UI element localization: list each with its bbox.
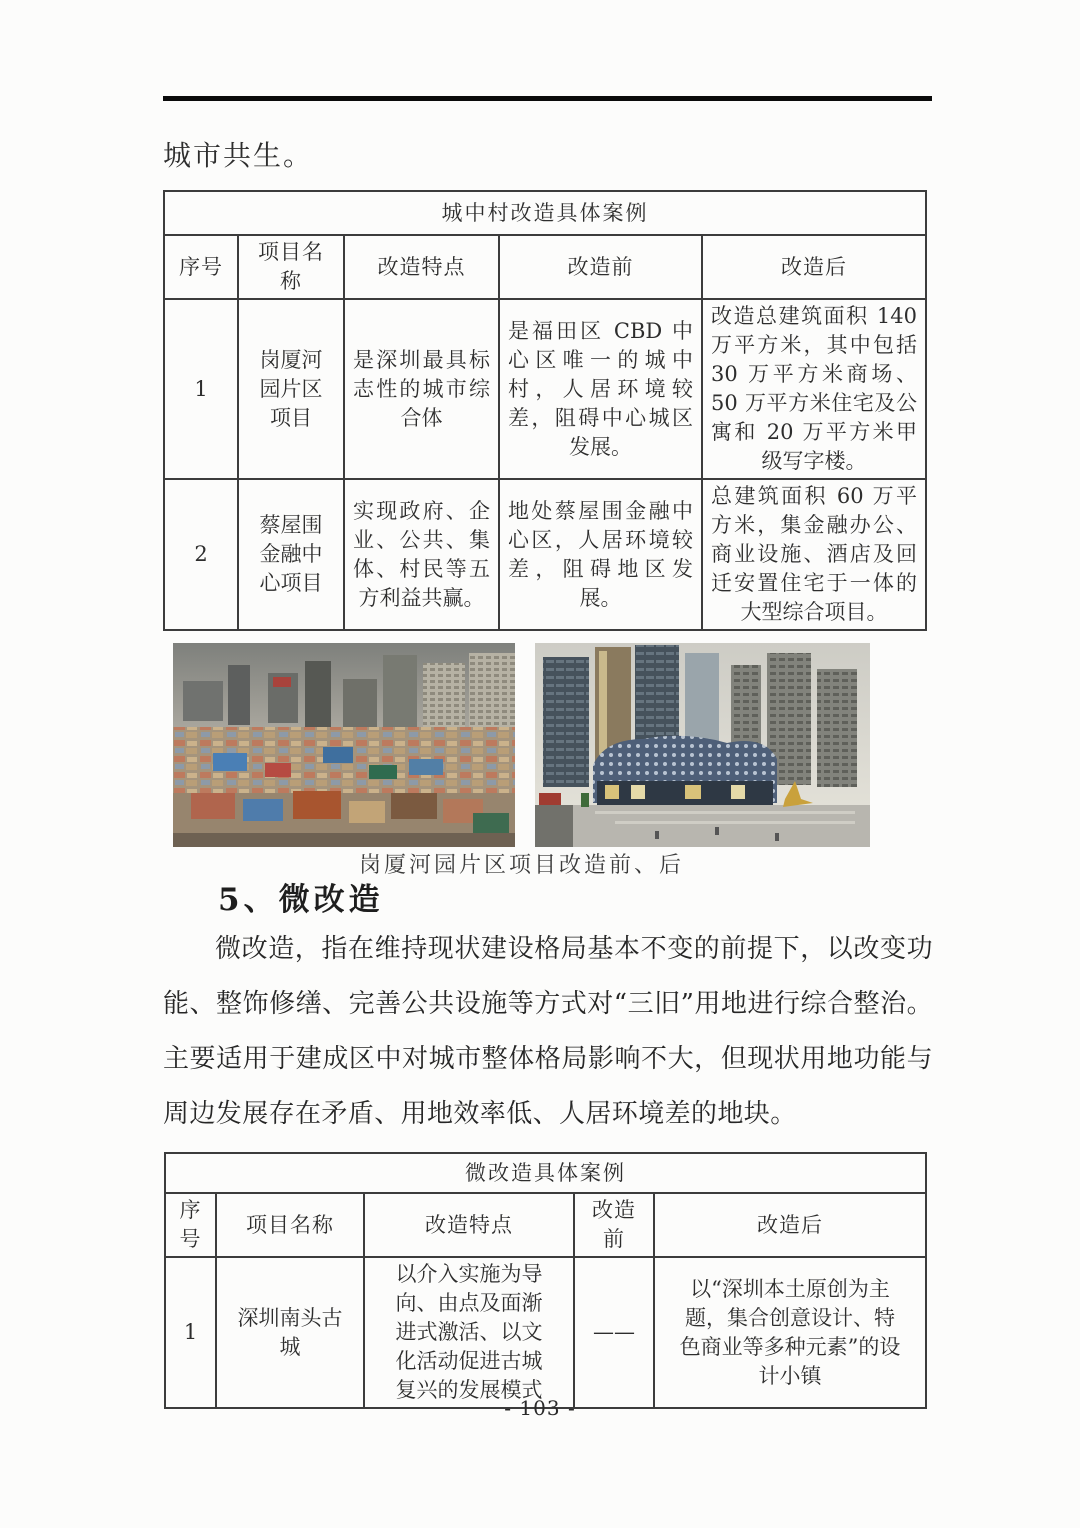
- col-header-seq: 序号: [164, 235, 238, 299]
- col-header-before: 改造前: [574, 1193, 654, 1257]
- table-title-row: [164, 191, 926, 235]
- col-header-before: 改造前: [499, 235, 702, 299]
- table-title-row: [165, 1153, 926, 1193]
- cell-name: 岗厦河园片区项目: [238, 299, 344, 479]
- cell-feature: 是深圳最具标志性的城市综合体: [344, 299, 499, 479]
- header-rule: [163, 96, 932, 101]
- cell-seq: 1: [165, 1257, 216, 1408]
- table-row: [164, 479, 926, 630]
- col-header-feature: 改造特点: [364, 1193, 574, 1257]
- urban-village-cases-table: [163, 190, 927, 631]
- cell-before: ——: [574, 1257, 654, 1408]
- cell-feature: 以介入实施为导向、由点及面渐进式激活、以文化活动促进古城复兴的发展模式: [364, 1257, 574, 1408]
- cell-name: 蔡屋围金融中心项目: [238, 479, 344, 630]
- section-heading: 5、微改造: [218, 882, 384, 918]
- before-photo-urban-village: [173, 643, 515, 847]
- after-photo-modern-complex: [535, 643, 870, 847]
- cell-seq: 2: [164, 479, 238, 630]
- col-header-name: 项目名称: [238, 235, 344, 299]
- cell-feature: 实现政府、企业、公共、集体、村民等五方利益共赢。: [344, 479, 499, 630]
- col-header-after: 改造后: [702, 235, 926, 299]
- table2-title: 微改造具体案例: [165, 1153, 926, 1193]
- table-row: [164, 299, 926, 479]
- micro-renewal-cases-table: [164, 1152, 927, 1409]
- cell-after: 以“深圳本土原创为主题，集合创意设计、特色商业等多种元素”的设计小镇: [654, 1257, 926, 1408]
- cell-after: 改造总建筑面积 140 万平方米，其中包括 30 万平方米商场、50 万平方米住宅及公寓和 20 万平方米甲级写字楼。: [702, 299, 926, 479]
- cell-before: 地处蔡屋围金融中心区，人居环境较差，阻碍地区发展。: [499, 479, 702, 630]
- cell-after: 总建筑面积 60 万平方米，集金融办公、商业设施、酒店及回迁安置住宅于一体的大型综合项目。: [702, 479, 926, 630]
- cell-before: 是福田区 CBD 中心区唯一的城中村，人居环境较差，阻碍中心城区发展。: [499, 299, 702, 479]
- figure-caption: 岗厦河园片区项目改造前、后: [358, 853, 684, 878]
- section-paragraph: 微改造，指在维持现状建设格局基本不变的前提下，以改变功能、整饰修缮、完善公共设施等方式对“三旧”用地进行综合整治。主要适用于建成区中对城市整体格局影响不大，但现状用地功能与周边发展存在矛盾、用地效率低、人居环境差的地块。: [163, 934, 933, 1129]
- table-header-row: [165, 1193, 926, 1257]
- col-header-seq: 序号: [165, 1193, 216, 1257]
- table-header-row: [164, 235, 926, 299]
- page-number: - 103 -: [504, 1396, 576, 1420]
- col-header-name: 项目名称: [216, 1193, 364, 1257]
- col-header-feature: 改造特点: [344, 235, 499, 299]
- table-row: [165, 1257, 926, 1408]
- cell-seq: 1: [164, 299, 238, 479]
- intro-text: 城市共生。: [163, 139, 314, 172]
- table1-title: 城中村改造具体案例: [164, 191, 926, 235]
- cell-name: 深圳南头古城: [216, 1257, 364, 1408]
- col-header-after: 改造后: [654, 1193, 926, 1257]
- figure-photos: [173, 643, 870, 849]
